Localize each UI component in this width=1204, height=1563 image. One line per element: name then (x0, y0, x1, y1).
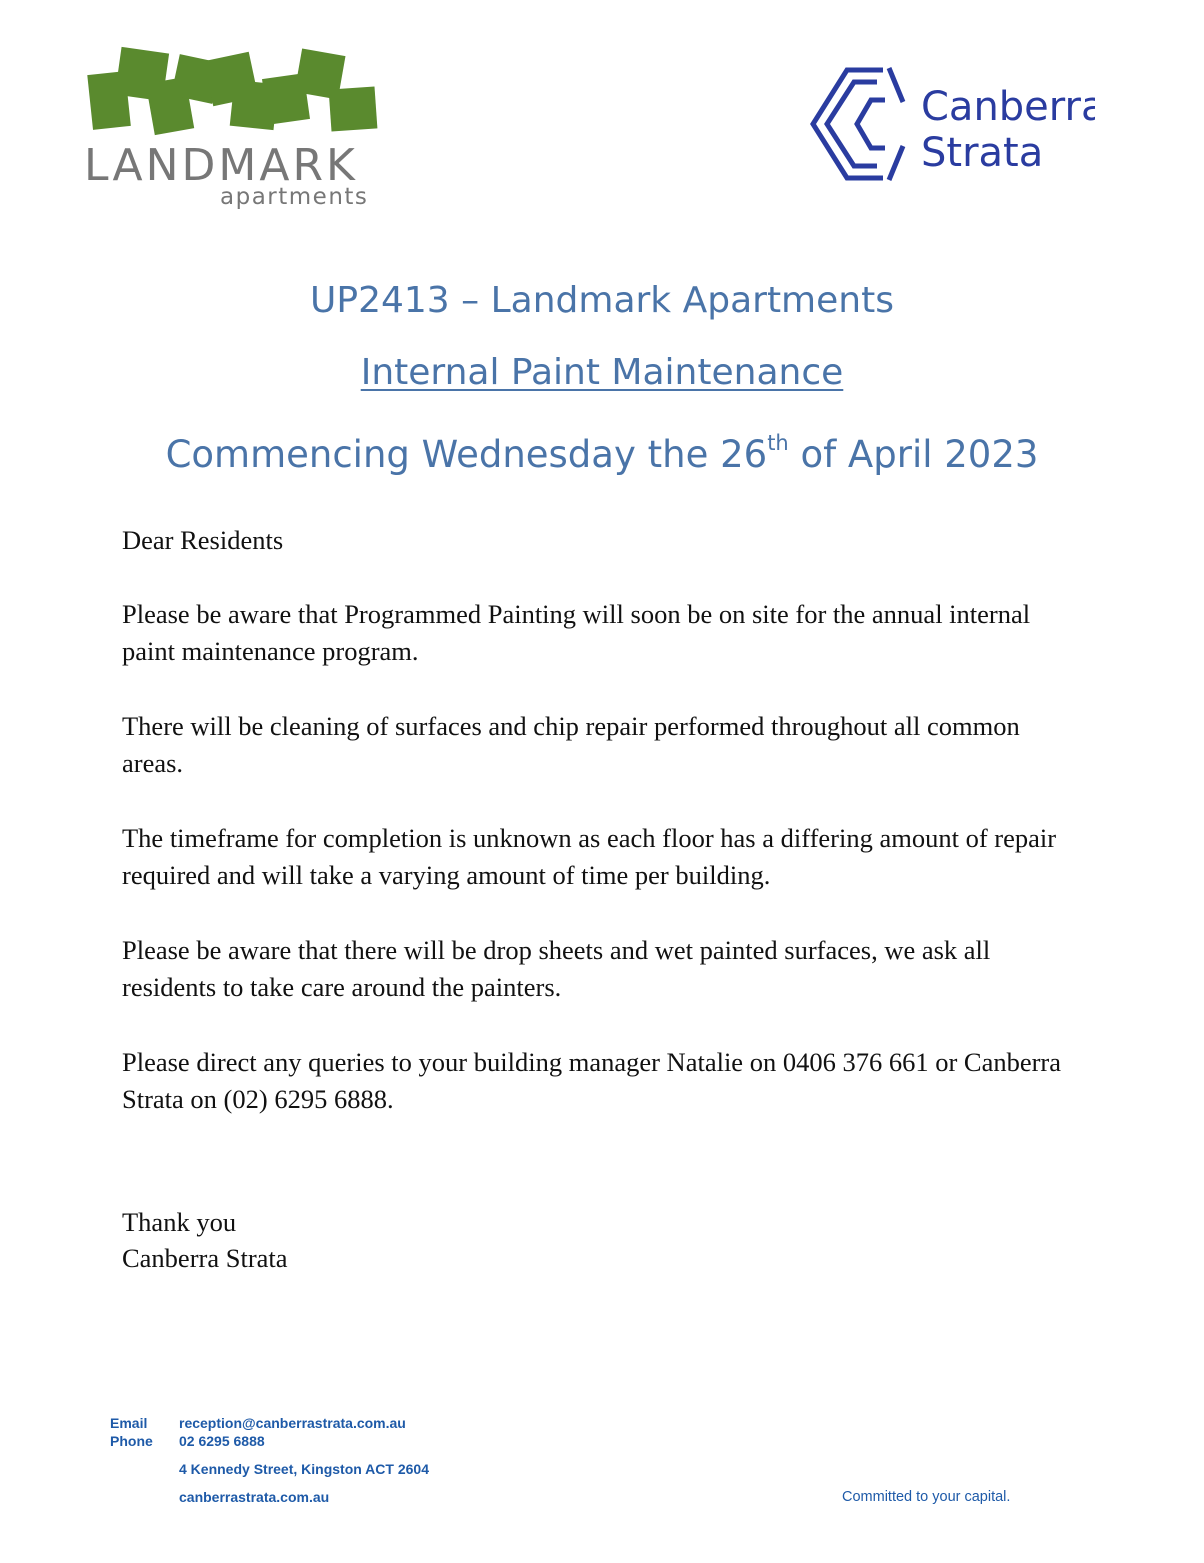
canberra-strata-logo-graphic (805, 62, 1095, 192)
commencing-date (0, 430, 1204, 476)
landmark-logo-subtext: apartments (220, 184, 369, 210)
email-link[interactable]: reception@canberrastrata.com.au (179, 1415, 406, 1431)
tagline: Committed to your capital. (842, 1489, 1011, 1505)
closing: Thank you (122, 1207, 237, 1237)
commencing-suffix: of April 2023 (788, 433, 1039, 476)
landmark-logo-wordmark: LANDMARK (84, 140, 358, 191)
paragraph-queries: Please direct any queries to your building manager Natalie on 0406 376 661 or Canberra Strata on (02) 6295 6888. (122, 1047, 1062, 1114)
email-label: Email (110, 1415, 148, 1431)
canberra-strata-logo-line1: Canberra (921, 84, 1095, 130)
notice-title: UP2413 – Landmark Apartments (310, 280, 894, 321)
canberra-strata-logo (805, 62, 1095, 192)
commencing-prefix: Commencing Wednesday the 26 (165, 433, 768, 476)
commencing-ordinal: th (767, 430, 789, 455)
paragraph-cleaning: There will be cleaning of surfaces and chip repair performed throughout all common areas. (122, 711, 1020, 778)
website-link[interactable]: canberrastrata.com.au (179, 1489, 330, 1505)
landmark-logo-graphic (80, 38, 390, 213)
phone-number: 02 6295 6888 (179, 1433, 265, 1449)
greeting: Dear Residents (122, 525, 284, 555)
landmark-logo (80, 38, 390, 213)
paragraph-programmed-painting: Please be aware that Programmed Painting will soon be on site for the annual internal paint maintenance program. (122, 599, 1031, 666)
address: 4 Kennedy Street, Kingston ACT 2604 (179, 1461, 429, 1477)
paragraph-drop-sheets: Please be aware that there will be drop sheets and wet painted surfaces, we ask all residents to take care around the painters. (122, 935, 991, 1002)
paragraph-timeframe: The timeframe for completion is unknown as each floor has a differing amount of repair required and will take a varying amount of time per building. (122, 823, 1057, 890)
notice-subtitle: Internal Paint Maintenance (360, 352, 844, 393)
signature: Canberra Strata (122, 1243, 288, 1273)
canberra-strata-logo-line2: Strata (921, 130, 1044, 176)
phone-label: Phone (110, 1433, 153, 1449)
